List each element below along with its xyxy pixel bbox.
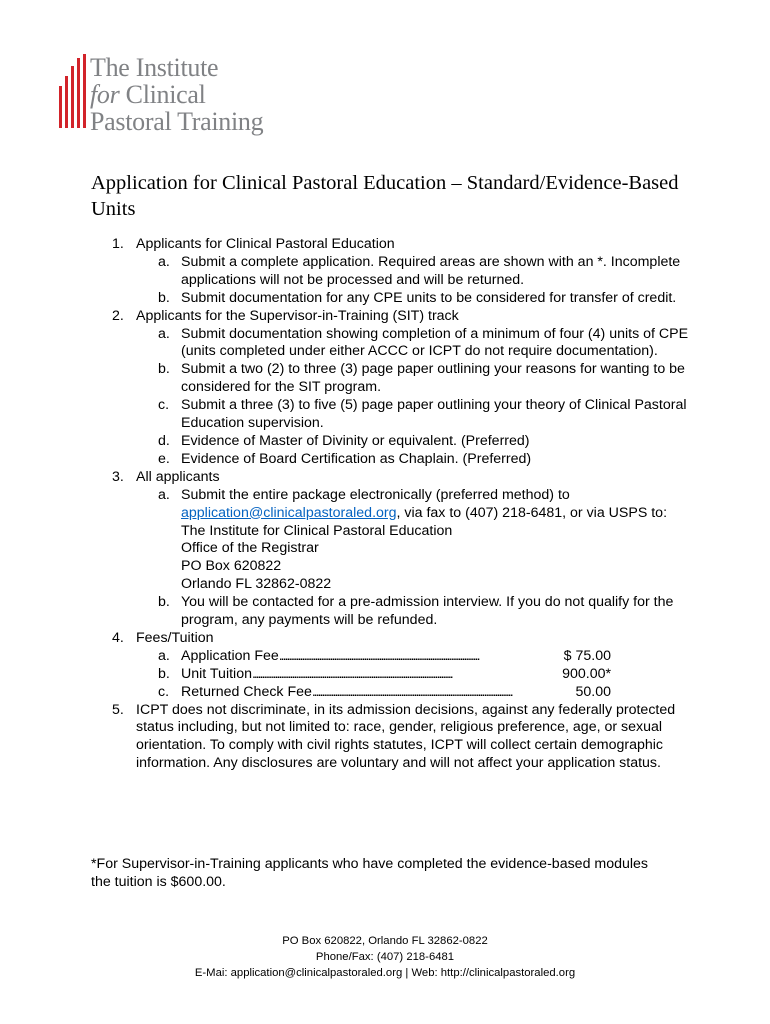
section-heading: Applicants for the Supervisor-in-Training (SIT) track [136,307,459,324]
item-text: Submit a complete application. Required areas are shown with an *. Incomplete applications will not be processed and will be returned. [181,253,681,288]
requirements-list [0,236,770,773]
logo-bar [83,54,86,128]
section-number: 3. [112,468,124,485]
list-item [0,594,770,630]
logo-line-1: The Institute [90,53,219,82]
page-footer [0,933,770,981]
section-number: 2. [112,307,124,324]
item-letter: c. [158,683,170,700]
tuition-footnote: *For Supervisor-in-Training applicants who have completed the evidence-based modules the tuition is $600.00. [91,856,649,890]
item-text: Submit a three (3) to five (5) page paper outlining your theory of Clinical Pastoral Education supervision. [181,397,687,432]
section-number: 1. [112,236,124,252]
list-item [0,361,770,397]
logo-bar [77,58,80,128]
leader-dots [312,684,576,702]
logo-line-2 [90,81,263,108]
logo-for: for [90,80,120,109]
item-letter: a. [158,647,170,664]
leader-dots [279,648,564,666]
logo-clinical: Clinical [119,80,206,109]
non-discrimination-statement: ICPT does not discriminate, in its admission decisions, against any federally protected status including, but not limited to: race, gender, religious preference, age, or sexual orientation. To comply with civil rights statutes, ICPT will collect certain demographic information. Any disclosures are voluntary and will not affect your application status. [136,701,676,772]
address-line: The Institute for Clinical Pastoral Education [181,522,453,539]
logo-bar [65,76,68,128]
logo-line-3: Pastoral Training [90,107,264,136]
item-text: Evidence of Board Certification as Chaplain. (Preferred) [181,450,532,467]
item-text: Evidence of Master of Divinity or equivalent. (Preferred) [181,432,530,449]
address-line: PO Box 620822 [181,558,282,575]
logo-wordmark [90,54,263,135]
item-letter: d. [158,432,170,449]
item-letter: e. [158,450,170,467]
mailing-address [181,523,691,595]
item-letter: a. [158,253,170,270]
submission-instructions: Submit the entire package electronically (preferred method) to [181,486,570,503]
section-heading: Applicants for Clinical Pastoral Education [136,236,395,252]
section-number: 4. [112,629,124,646]
item-text [181,487,691,594]
document-title: Application for Clinical Pastoral Education – Standard/Evidence-Based Units [91,172,679,220]
section-3 [0,469,770,487]
logo-bar [71,66,74,128]
fee-amount: 900.00* [562,665,611,682]
item-text: Submit documentation showing completion of a minimum of four (4) units of CPE (units completed under either ACCC or ICPT do not require documentation). [181,325,689,360]
list-item [0,290,770,308]
submission-alternatives: , via fax to (407) 218-6481, or via USPS to: [396,504,668,521]
fee-amount: $ 75.00 [563,647,611,664]
section-1 [0,236,770,254]
fee-row [0,648,770,666]
item-text: You will be contacted for a pre-admission interview. If you do not qualify for the program, any payments will be refunded. [181,594,674,629]
section-2 [0,308,770,326]
section-heading: Fees/Tuition [136,629,214,646]
application-email-link[interactable]: application@clinicalpastoraled.org [181,504,397,521]
section-heading: All applicants [136,468,220,485]
leader-dots [252,666,562,684]
list-item [0,397,770,433]
list-item [0,326,770,362]
item-letter: b. [158,665,170,682]
item-letter: b. [158,361,170,378]
address-line: Orlando FL 32862-0822 [181,576,332,593]
footer-address: PO Box 620822, Orlando FL 32862-0822 [282,935,488,947]
list-item [0,451,770,469]
item-letter: a. [158,325,170,342]
section-5 [0,702,770,774]
section-4 [0,630,770,648]
section-number: 5. [112,701,124,718]
list-item [0,487,770,594]
fee-label: Unit Tuition [181,665,252,682]
fee-label: Application Fee [181,647,279,664]
logo-bars-icon [58,54,88,140]
logo-bar [59,86,62,128]
footer-contact: E-Mai: application@clinicalpastoraled.org | Web: http://clinicalpastoraled.org [194,967,576,979]
list-item [0,254,770,290]
footer-phone: Phone/Fax: (407) 218-6481 [315,951,455,963]
item-text: Submit documentation for any CPE units to be considered for transfer of credit. [181,289,677,306]
item-text: Submit a two (2) to three (3) page paper outlining your reasons for wanting to be considered for the SIT program. [181,361,685,396]
item-letter: a. [158,486,170,503]
institute-logo [58,54,328,140]
fee-amount: 50.00 [575,683,611,700]
item-letter: b. [158,594,170,611]
fee-label: Returned Check Fee [181,683,312,700]
list-item [0,433,770,451]
fee-row [0,684,770,702]
address-line: Office of the Registrar [181,540,319,557]
fee-row [0,666,770,684]
item-letter: b. [158,289,170,306]
item-letter: c. [158,397,170,414]
